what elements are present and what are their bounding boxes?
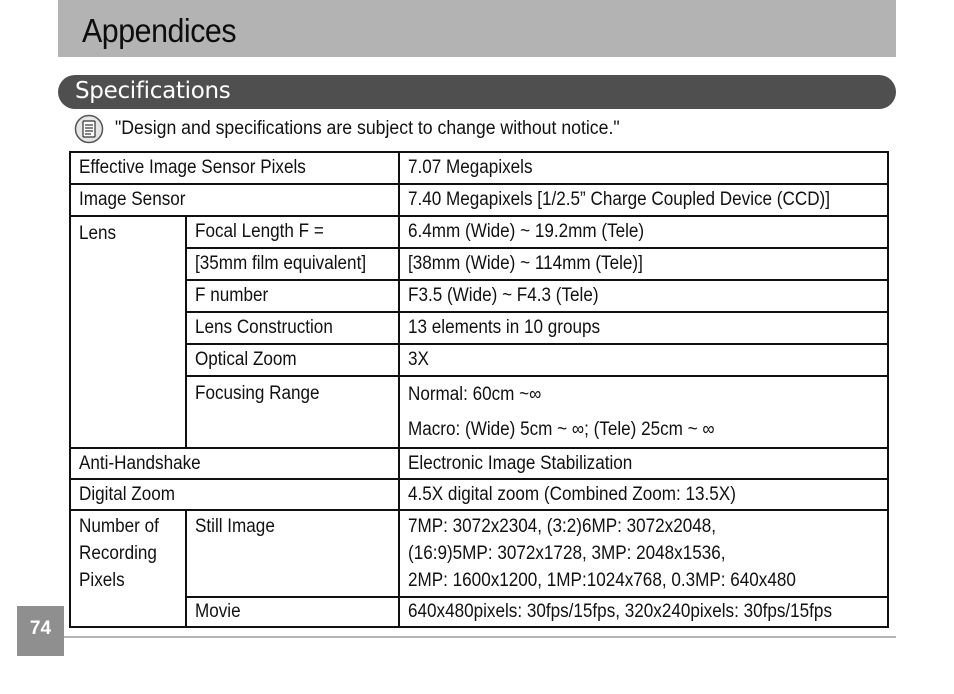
page-number-box xyxy=(17,606,64,656)
spec-label: Anti-Handshake xyxy=(70,448,399,479)
table-row xyxy=(70,479,888,510)
spec-value: 7MP: 3072x2304, (3:2)6MP: 3072x2048, (16:9)5MP: 3072x1728, 3MP: 2048x1536, 2MP: 1600x1200, 1MP:1024x768, 0.3MP: 640x480 xyxy=(399,510,888,597)
table-row xyxy=(70,280,888,312)
spec-sublabel: Optical Zoom xyxy=(186,344,399,376)
spec-value: Electronic Image Stabilization xyxy=(399,448,888,479)
spec-sublabel: Focusing Range xyxy=(186,376,399,448)
footer-divider xyxy=(64,636,896,638)
spec-value: 4.5X digital zoom (Combined Zoom: 13.5X) xyxy=(399,479,888,510)
spec-value: [38mm (Wide) ~ 114mm (Tele)] xyxy=(399,248,888,280)
section-header xyxy=(58,75,896,109)
table-row xyxy=(70,448,888,479)
focus-normal: Normal: 60cm ~∞ xyxy=(407,384,542,405)
page-title: Appendices xyxy=(82,12,237,49)
table-row xyxy=(70,344,888,376)
spec-value: 13 elements in 10 groups xyxy=(399,312,888,344)
spec-label: Lens xyxy=(70,216,186,448)
spec-sublabel: Movie xyxy=(186,597,399,627)
table-row xyxy=(70,184,888,216)
section-title: Specifications xyxy=(75,78,231,104)
spec-label: Image Sensor xyxy=(70,184,399,216)
spec-sublabel: Lens Construction xyxy=(186,312,399,344)
spec-value: 3X xyxy=(399,344,888,376)
table-row xyxy=(70,152,888,184)
spec-sublabel: [35mm film equivalent] xyxy=(186,248,399,280)
spec-label: Number of Recording Pixels xyxy=(70,510,186,627)
spec-label: Effective Image Sensor Pixels xyxy=(70,152,399,184)
table-row xyxy=(70,597,888,627)
notice-text: "Design and specifications are subject to change without notice." xyxy=(115,118,620,139)
table-row xyxy=(70,510,888,597)
spec-value: F3.5 (Wide) ~ F4.3 (Tele) xyxy=(399,280,888,312)
focus-macro: Macro: (Wide) 5cm ~ ∞; (Tele) 25cm ~ ∞ xyxy=(407,419,715,440)
spec-value: 6.4mm (Wide) ~ 19.2mm (Tele) xyxy=(399,216,888,248)
spec-value: 7.40 Megapixels [1/2.5” Charge Coupled Device (CCD)] xyxy=(399,184,888,216)
spec-value xyxy=(399,376,888,448)
header-bar xyxy=(58,0,896,57)
spec-value: 7.07 Megapixels xyxy=(399,152,888,184)
specifications-table xyxy=(69,151,889,628)
spec-sublabel: F number xyxy=(186,280,399,312)
spec-sublabel: Still Image xyxy=(186,510,399,597)
table-row xyxy=(70,312,888,344)
spec-sublabel: Focal Length F = xyxy=(186,216,399,248)
page-number: 74 xyxy=(29,618,52,639)
table-row xyxy=(70,216,888,248)
table-row xyxy=(70,376,888,448)
spec-value: 640x480pixels: 30fps/15fps, 320x240pixels: 30fps/15fps xyxy=(399,597,888,627)
note-icon xyxy=(74,114,104,144)
table-row xyxy=(70,248,888,280)
spec-label: Digital Zoom xyxy=(70,479,399,510)
